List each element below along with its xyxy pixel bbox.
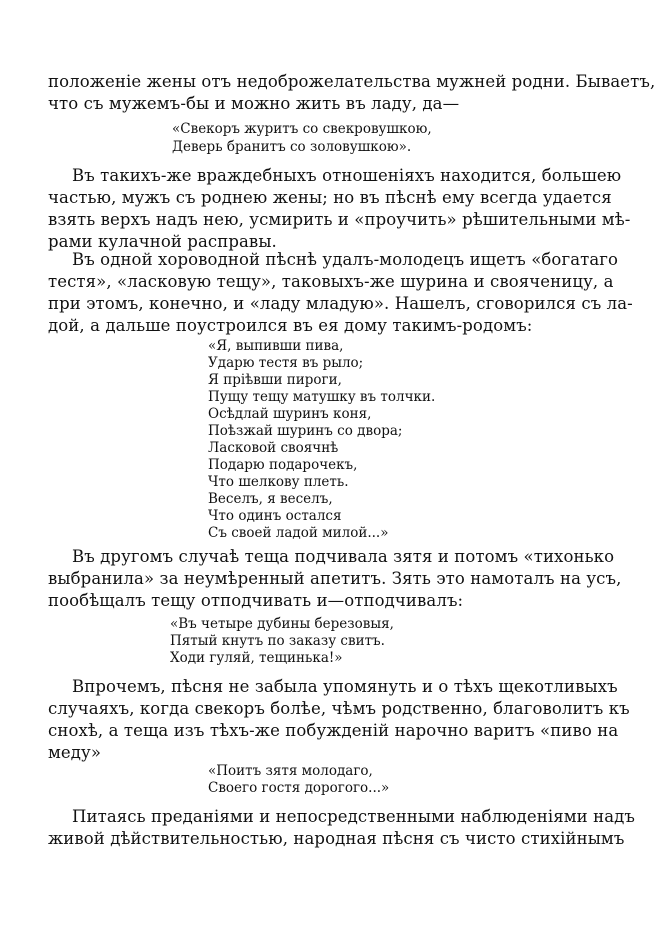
text-line: выбранила» за неумѣренный апетитъ. Зять это намоталъ на усъ, [48, 569, 622, 588]
text-line: тестя», «ласковую тещу», таковыхъ-же шурина и свояченицу, а [48, 272, 614, 291]
quote-line: «Я, выпивши пива, [208, 338, 344, 354]
quote-line: Веселъ, я веселъ, [208, 491, 333, 507]
text-line: живой дѣйствительностью, народная пѣсня съ чисто стихiйнымъ [48, 829, 625, 848]
quote-line: «Поитъ зятя молодаго, [208, 763, 373, 779]
quote-line: Подарю подарочекъ, [208, 457, 358, 473]
text-line: дой, а дальше поустроился въ ея дому такимъ-родомъ: [48, 316, 533, 335]
text-line: что съ мужемъ-бы и можно жить въ ладу, да— [48, 94, 460, 113]
text-line: случаяхъ, когда свекоръ болѣе, чѣмъ родственно, благоволитъ къ [48, 699, 630, 718]
quote-line: Ласковой своячнѣ [208, 440, 339, 456]
text-line: Питаясь преданiями и непосредственными наблюденiями надъ [72, 807, 635, 826]
quote-line: Что шелкову плеть. [208, 474, 349, 490]
text-line: Въ одной хороводной пѣснѣ удалъ-молодецъ ищетъ «богатаго [72, 250, 619, 269]
quote-line: Своего гостя дорогого...» [208, 780, 390, 796]
quote-line: Пущу тещу матушку въ толчки. [208, 389, 436, 405]
text-line: при этомъ, конечно, и «ладу младую». Нашелъ, сговорился съ ла- [48, 294, 633, 313]
quote-line: Пятый кнутъ по заказу свитъ. [170, 633, 385, 649]
text-line: Въ такихъ-же враждебныхъ отношенiяхъ находится, большею [72, 166, 622, 185]
text-line: рами кулачной расправы. [48, 232, 277, 251]
quote-line: «Свекоръ журитъ со свекровушкою, [172, 121, 432, 137]
quote-line: Что одинъ остался [208, 508, 342, 524]
quote-line: Съ своей ладой милой...» [208, 525, 389, 541]
quote-line: Осѣдлай шуринъ коня, [208, 406, 372, 422]
text-line: Впрочемъ, пѣсня не забыла упомянуть и о тѣхъ щекотливыхъ [72, 677, 618, 696]
text-line: положенiе жены отъ недоброжелательства мужней родни. Бываетъ, [48, 72, 655, 91]
text-line: взять верхъ надъ нею, усмирить и «проучить» рѣшительными мѣ- [48, 210, 631, 229]
text-line: снохѣ, а теща изъ тѣхъ-же побужденiй нарочно варитъ «пиво на [48, 721, 619, 740]
quote-line: «Въ четыре дубины березовыя, [170, 616, 394, 632]
quote-line: Я прiѣвши пироги, [208, 372, 342, 388]
text-line: меду» [48, 743, 102, 762]
text-line: пообѣщалъ тещу отподчивать и—отподчивалъ: [48, 591, 464, 610]
text-line: частью, мужъ съ роднею жены; но въ пѣснѣ ему всегда удается [48, 188, 612, 207]
quote-line: Деверь бранитъ со золовушкою». [172, 139, 412, 155]
text-line: Въ другомъ случаѣ теща подчивала зятя и потомъ «тихонько [72, 547, 615, 566]
quote-line: Ходи гуляй, тещинька!» [170, 650, 343, 666]
quote-line: Поѣзжай шуринъ со двора; [208, 423, 403, 439]
quote-line: Ударю тестя въ рыло; [208, 355, 364, 371]
